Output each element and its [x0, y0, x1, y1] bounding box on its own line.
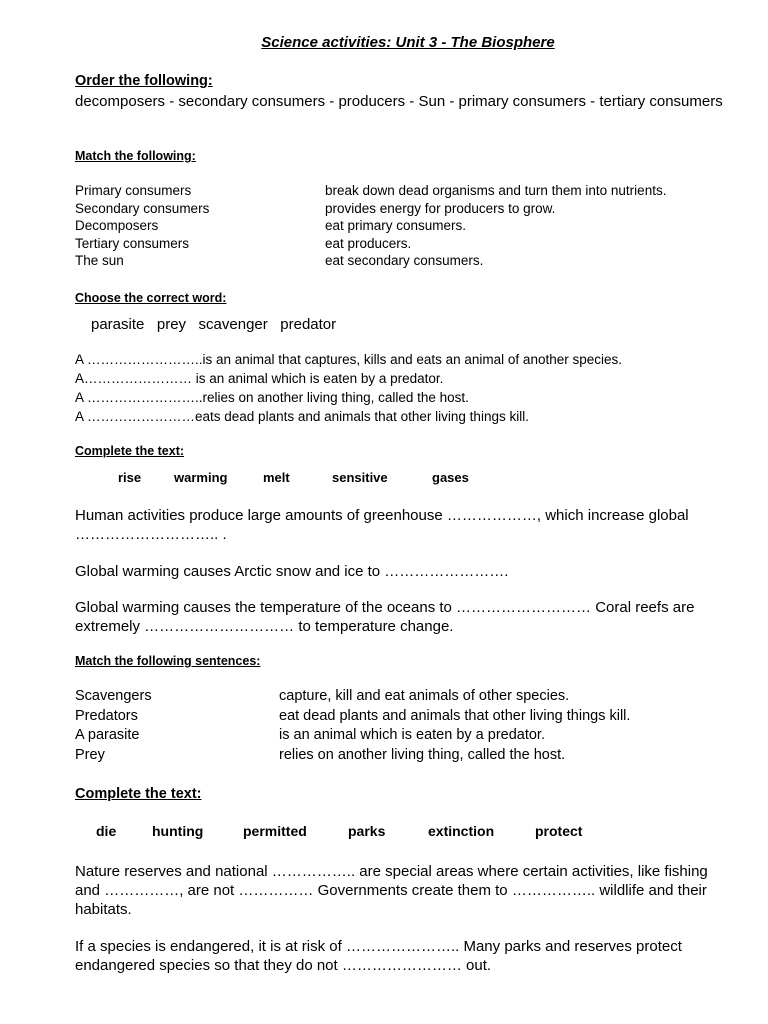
match-sentences-left-item: Predators — [75, 707, 138, 724]
match-left-item: The sun — [75, 253, 124, 269]
choose-word-bank: parasite prey scavenger predator — [91, 316, 337, 333]
match-left-item: Decomposers — [75, 218, 159, 234]
complete-heading-1: Complete the text: — [75, 444, 185, 458]
complete-paragraph: Global warming causes Arctic snow and ice to ……………………. — [75, 563, 509, 580]
choose-sentence: A ……………………eats dead plants and animals that other living things kill. — [75, 409, 529, 424]
match-right-item: eat primary consumers. — [325, 218, 467, 234]
match-right-item: eat producers. — [325, 235, 412, 251]
choose-sentence: A ……………………..relies on another living thing, called the host. — [75, 390, 469, 405]
match-left-column — [75, 182, 209, 270]
word-bank-item: warming — [174, 470, 228, 485]
match-sentences-right — [279, 687, 630, 765]
word-bank-item: melt — [263, 470, 290, 485]
match-sentences-left — [75, 687, 152, 765]
match-heading: Match the following: — [75, 149, 196, 163]
choose-sentence: A ……………………..is an animal that captures, kills and eats an animal of another species. — [75, 352, 622, 367]
order-text: decomposers - secondary consumers - producers - Sun - primary consumers - tertiary consumers — [75, 93, 723, 110]
match-left-item: Secondary consumers — [75, 200, 210, 216]
page-title: Science activities: Unit 3 - The Biosphere — [261, 34, 555, 51]
word-bank-item: rise — [118, 470, 142, 485]
match-sentences-right-item: relies on another living thing, called the host. — [279, 746, 566, 763]
match-right-column — [325, 182, 666, 270]
match-sentences-left-item: Scavengers — [75, 688, 152, 704]
word-bank-item: protect — [535, 823, 583, 839]
complete-heading-2: Complete the text: — [75, 786, 202, 802]
order-heading: Order the following: — [75, 73, 213, 89]
match-left-item: Primary consumers — [75, 183, 192, 198]
complete-paragraph: If a species is endangered, it is at risk of ………………….. Many parks and reserves protect endangered species so that they do not …………………… out. — [75, 938, 682, 974]
word-bank-item: sensitive — [332, 470, 388, 485]
match-sentences-right-item: capture, kill and eat animals of other species. — [279, 688, 570, 704]
choose-heading: Choose the correct word: — [75, 291, 227, 305]
match-right-item: break down dead organisms and turn them into nutrients. — [325, 183, 667, 198]
match-right-item: eat secondary consumers. — [325, 253, 484, 269]
word-bank-item: permitted — [243, 823, 307, 839]
choose-sentences — [75, 350, 622, 426]
choose-sentence: A…………………… is an animal which is eaten by a predator. — [75, 371, 444, 386]
word-bank-item: parks — [348, 823, 386, 839]
complete-paragraph: Nature reserves and national …………….. are special areas where certain activities, like fishing and ……………, are not …………… Governments create them to …………….. wildlife and their habitats. — [75, 863, 708, 918]
word-bank-item: hunting — [152, 823, 204, 839]
match-sentences-right-item: eat dead plants and animals that other living things kill. — [279, 707, 631, 724]
match-sentences-left-item: A parasite — [75, 727, 140, 743]
match-left-item: Tertiary consumers — [75, 235, 190, 251]
match-sentences-heading: Match the following sentences: — [75, 654, 261, 668]
word-bank-item: die — [96, 823, 117, 839]
match-right-item: provides energy for producers to grow. — [325, 200, 556, 216]
complete-paragraph: Global warming causes the temperature of the oceans to ……………………… Coral reefs are extremely ………………………… to temperature change. — [75, 599, 695, 635]
word-bank-item: gases — [432, 470, 469, 485]
match-sentences-right-item: is an animal which is eaten by a predator. — [279, 727, 545, 743]
word-bank-item: extinction — [428, 823, 495, 839]
complete-paragraph: Human activities produce large amounts of greenhouse ………………, which increase global ……………………….. . — [75, 507, 689, 543]
match-sentences-left-item: Prey — [75, 746, 105, 763]
